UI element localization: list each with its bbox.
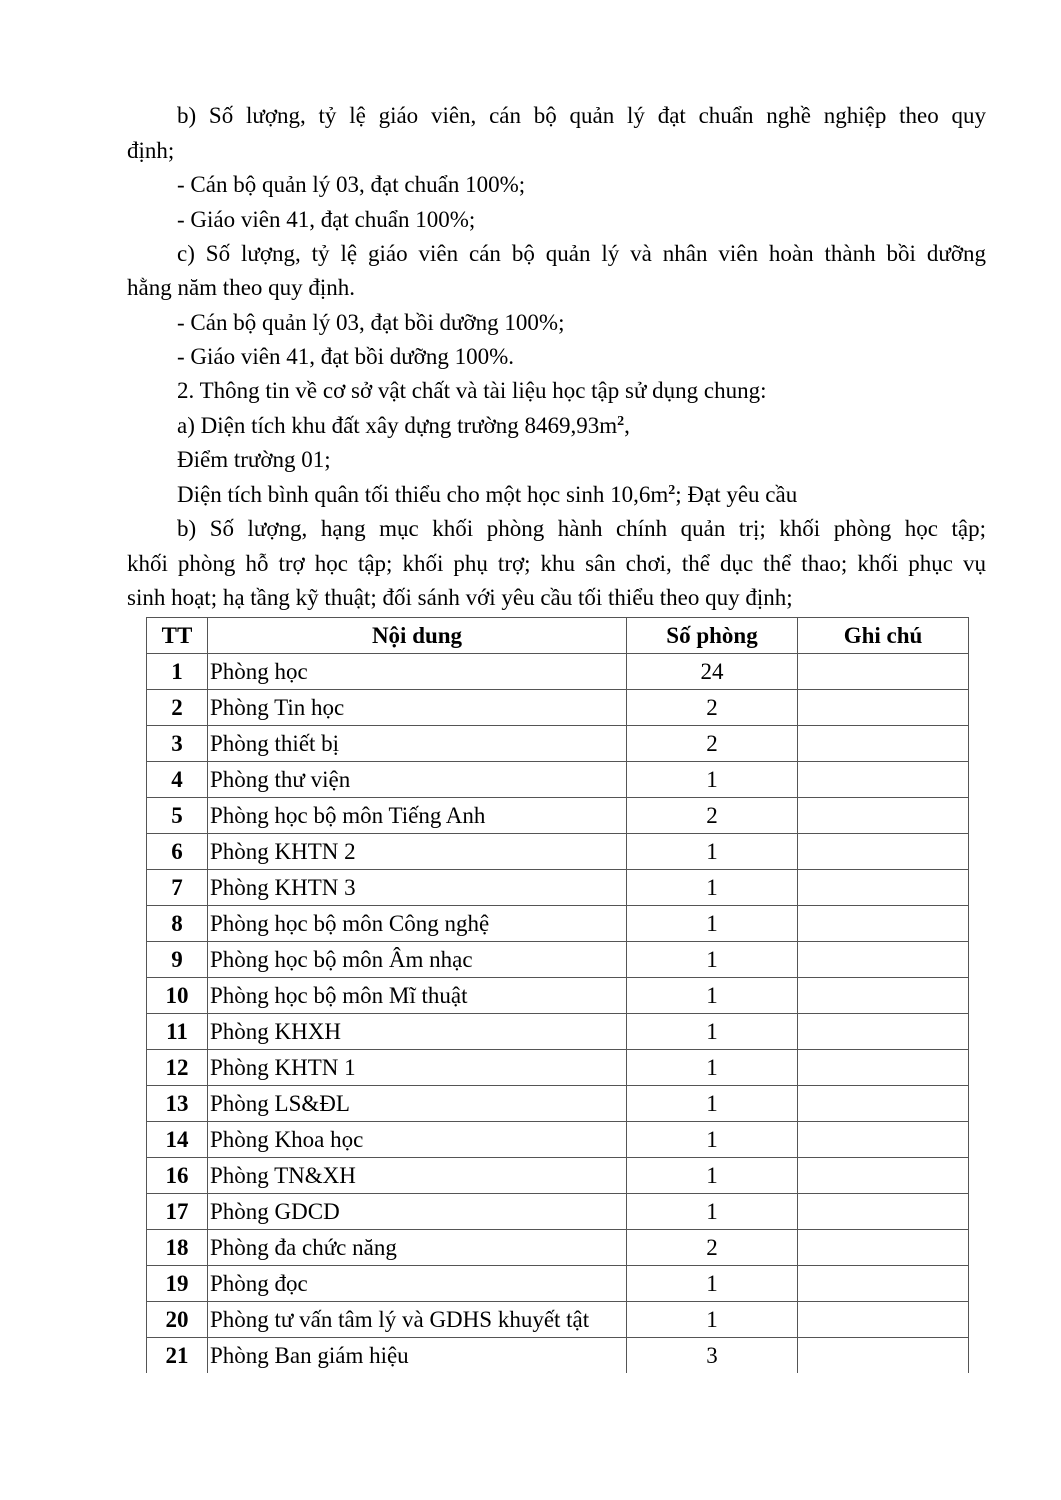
room-note bbox=[798, 726, 969, 762]
room-note bbox=[798, 1194, 969, 1230]
row-number: 9 bbox=[147, 942, 208, 978]
paragraph-land-area bbox=[177, 411, 630, 441]
row-number: 6 bbox=[147, 834, 208, 870]
superscript: 2 bbox=[668, 483, 676, 498]
header-room-count: Số phòng bbox=[627, 618, 798, 654]
paragraph-room-blocks: b) Số lượng, hạng mục khối phòng hành chính quản trị; khối phòng học tập; bbox=[177, 516, 986, 541]
room-name: Phòng thiết bị bbox=[208, 726, 627, 762]
table-row bbox=[147, 654, 969, 690]
bullet-teachers-training: - Giáo viên 41, đạt bồi dưỡng 100%. bbox=[177, 344, 514, 369]
room-name: Phòng thư viện bbox=[208, 762, 627, 798]
row-number: 16 bbox=[147, 1158, 208, 1194]
header-content: Nội dung bbox=[208, 618, 627, 654]
area-per-student-tail: ; Đạt yêu cầu bbox=[675, 482, 798, 507]
room-name: Phòng KHTN 1 bbox=[208, 1050, 627, 1086]
room-count: 2 bbox=[627, 726, 798, 762]
section-heading-facilities: 2. Thông tin về cơ sở vật chất và tài liệu học tập sử dụng chung: bbox=[177, 378, 767, 403]
room-note bbox=[798, 1230, 969, 1266]
room-note bbox=[798, 1122, 969, 1158]
row-number: 8 bbox=[147, 906, 208, 942]
room-note bbox=[798, 906, 969, 942]
room-note bbox=[798, 1338, 969, 1374]
paragraph-training: c) Số lượng, tỷ lệ giáo viên cán bộ quản lý và nhân viên hoàn thành bồi dưỡng bbox=[177, 241, 986, 266]
paragraph-area-per-student bbox=[177, 480, 797, 510]
table-row bbox=[147, 1122, 969, 1158]
room-note bbox=[798, 834, 969, 870]
room-note bbox=[798, 942, 969, 978]
room-count: 3 bbox=[627, 1338, 798, 1374]
area-per-student-text: Diện tích bình quân tối thiểu cho một học sinh 10,6m bbox=[177, 482, 669, 507]
row-number: 7 bbox=[147, 870, 208, 906]
table-row bbox=[147, 1050, 969, 1086]
room-name: Phòng học bbox=[208, 654, 627, 690]
room-note bbox=[798, 654, 969, 690]
room-name: Phòng học bộ môn Âm nhạc bbox=[208, 942, 627, 978]
room-count: 1 bbox=[627, 1194, 798, 1230]
table-row bbox=[147, 834, 969, 870]
bullet-managers-training: - Cán bộ quản lý 03, đạt bồi dưỡng 100%; bbox=[177, 310, 565, 335]
room-name: Phòng TN&XH bbox=[208, 1158, 627, 1194]
row-number: 13 bbox=[147, 1086, 208, 1122]
table-row bbox=[147, 1338, 969, 1374]
room-note bbox=[798, 1086, 969, 1122]
paragraph-training-cont: hằng năm theo quy định. bbox=[127, 275, 356, 300]
room-note bbox=[798, 978, 969, 1014]
row-number: 2 bbox=[147, 690, 208, 726]
row-number: 18 bbox=[147, 1230, 208, 1266]
room-note bbox=[798, 762, 969, 798]
room-count: 1 bbox=[627, 1050, 798, 1086]
table-header-row bbox=[147, 618, 969, 654]
room-note bbox=[798, 798, 969, 834]
room-name: Phòng Khoa học bbox=[208, 1122, 627, 1158]
room-count: 24 bbox=[627, 654, 798, 690]
room-name: Phòng KHXH bbox=[208, 1014, 627, 1050]
table-row bbox=[147, 1302, 969, 1338]
row-number: 5 bbox=[147, 798, 208, 834]
room-name: Phòng đa chức năng bbox=[208, 1230, 627, 1266]
table-row bbox=[147, 1158, 969, 1194]
room-note bbox=[798, 1266, 969, 1302]
room-count: 1 bbox=[627, 870, 798, 906]
room-name: Phòng học bộ môn Công nghệ bbox=[208, 906, 627, 942]
room-count: 1 bbox=[627, 978, 798, 1014]
room-name: Phòng GDCD bbox=[208, 1194, 627, 1230]
room-count: 1 bbox=[627, 834, 798, 870]
table-row bbox=[147, 942, 969, 978]
room-count: 2 bbox=[627, 798, 798, 834]
room-name: Phòng LS&ĐL bbox=[208, 1086, 627, 1122]
superscript: 2 bbox=[617, 414, 625, 429]
table-row bbox=[147, 1014, 969, 1050]
table-row bbox=[147, 978, 969, 1014]
room-name: Phòng tư vấn tâm lý và GDHS khuyết tật bbox=[208, 1302, 627, 1338]
room-count: 1 bbox=[627, 906, 798, 942]
paragraph-campus-count: Điểm trường 01; bbox=[177, 447, 331, 472]
room-name: Phòng học bộ môn Mĩ thuật bbox=[208, 978, 627, 1014]
table-row bbox=[147, 762, 969, 798]
land-area-tail: , bbox=[624, 413, 630, 438]
room-name: Phòng KHTN 3 bbox=[208, 870, 627, 906]
row-number: 11 bbox=[147, 1014, 208, 1050]
room-count: 1 bbox=[627, 1266, 798, 1302]
room-note bbox=[798, 870, 969, 906]
paragraph-room-blocks-cont: khối phòng hỗ trợ học tập; khối phụ trợ; khu sân chơi, thể dục thể thao; khối phục vụ bbox=[127, 551, 986, 576]
row-number: 4 bbox=[147, 762, 208, 798]
room-count: 1 bbox=[627, 1014, 798, 1050]
rooms-table bbox=[146, 617, 969, 1373]
header-note: Ghi chú bbox=[798, 618, 969, 654]
row-number: 10 bbox=[147, 978, 208, 1014]
room-count: 1 bbox=[627, 1086, 798, 1122]
room-note bbox=[798, 1158, 969, 1194]
room-count: 2 bbox=[627, 690, 798, 726]
row-number: 12 bbox=[147, 1050, 208, 1086]
row-number: 1 bbox=[147, 654, 208, 690]
table-row bbox=[147, 1086, 969, 1122]
table-row bbox=[147, 726, 969, 762]
paragraph-staff-standard-cont: định; bbox=[127, 138, 175, 163]
row-number: 21 bbox=[147, 1338, 208, 1374]
room-count: 1 bbox=[627, 1122, 798, 1158]
land-area-text: a) Diện tích khu đất xây dựng trường 8469,93m bbox=[177, 413, 618, 438]
bullet-teachers-standard: - Giáo viên 41, đạt chuẩn 100%; bbox=[177, 207, 476, 232]
room-name: Phòng học bộ môn Tiếng Anh bbox=[208, 798, 627, 834]
table-row bbox=[147, 1230, 969, 1266]
table-row bbox=[147, 1194, 969, 1230]
row-number: 19 bbox=[147, 1266, 208, 1302]
room-count: 2 bbox=[627, 1230, 798, 1266]
table-row bbox=[147, 906, 969, 942]
row-number: 3 bbox=[147, 726, 208, 762]
bullet-managers-standard: - Cán bộ quản lý 03, đạt chuẩn 100%; bbox=[177, 172, 526, 197]
room-note bbox=[798, 690, 969, 726]
row-number: 14 bbox=[147, 1122, 208, 1158]
room-name: Phòng Tin học bbox=[208, 690, 627, 726]
room-note bbox=[798, 1014, 969, 1050]
room-name: Phòng KHTN 2 bbox=[208, 834, 627, 870]
paragraph-room-blocks-end: sinh hoạt; hạ tầng kỹ thuật; đối sánh với yêu cầu tối thiểu theo quy định; bbox=[127, 585, 793, 610]
room-count: 1 bbox=[627, 942, 798, 978]
room-count: 1 bbox=[627, 762, 798, 798]
table-row bbox=[147, 1266, 969, 1302]
room-note bbox=[798, 1050, 969, 1086]
room-name: Phòng đọc bbox=[208, 1266, 627, 1302]
room-count: 1 bbox=[627, 1158, 798, 1194]
table-row bbox=[147, 798, 969, 834]
header-tt: TT bbox=[147, 618, 208, 654]
row-number: 20 bbox=[147, 1302, 208, 1338]
row-number: 17 bbox=[147, 1194, 208, 1230]
room-count: 1 bbox=[627, 1302, 798, 1338]
table-row bbox=[147, 870, 969, 906]
room-name: Phòng Ban giám hiệu bbox=[208, 1338, 627, 1374]
table-row bbox=[147, 690, 969, 726]
room-note bbox=[798, 1302, 969, 1338]
paragraph-staff-standard: b) Số lượng, tỷ lệ giáo viên, cán bộ quản lý đạt chuẩn nghề nghiệp theo quy bbox=[177, 103, 986, 128]
